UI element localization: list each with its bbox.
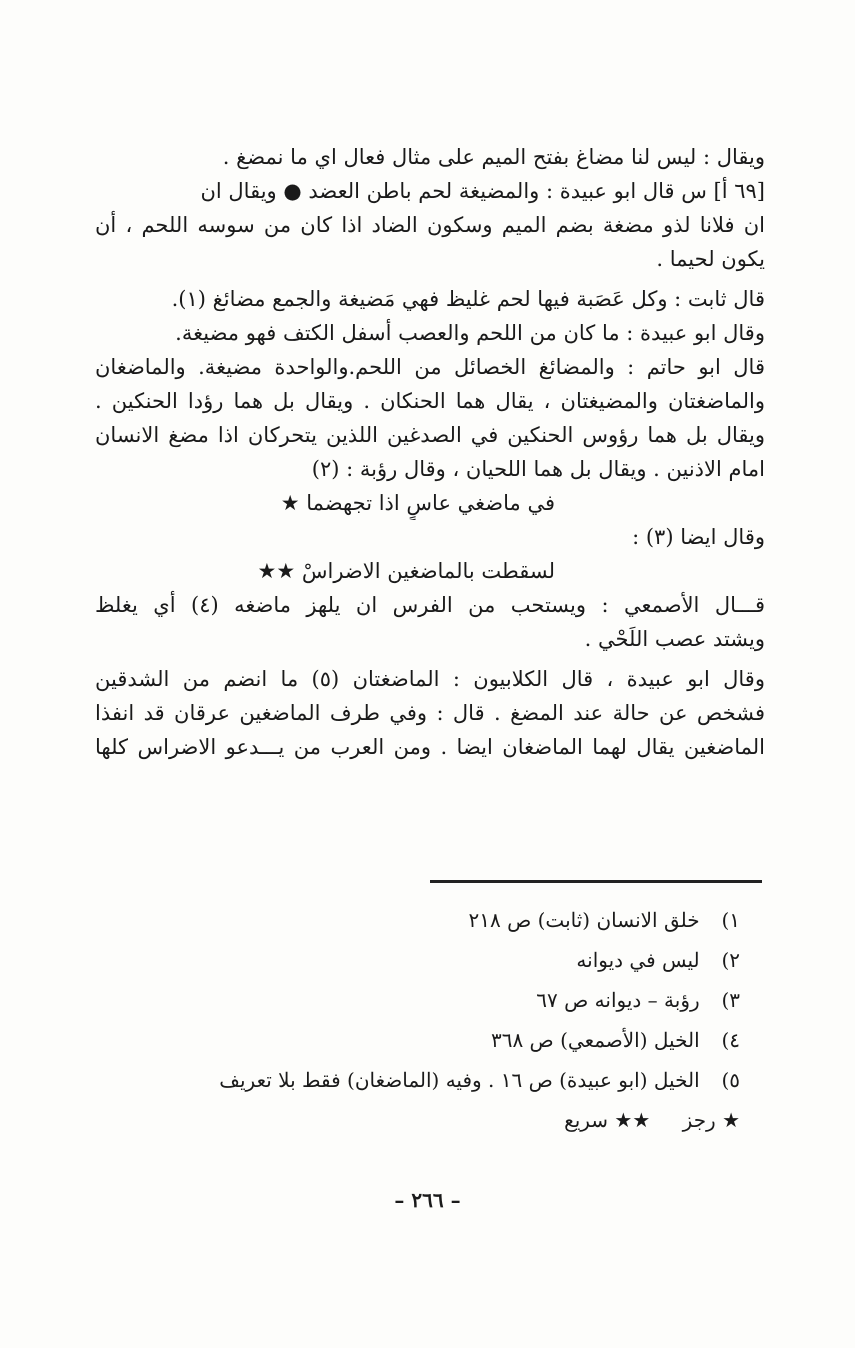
page-number: – ٢٦٦ –: [394, 1188, 461, 1212]
text-line: ويقال بل هما رؤوس الحنكين في الصدغين اللذين يتحركان اذا مضغ الانسان: [95, 423, 765, 447]
text-line: فشخص عن حالة عند المضغ . قال : وفي طرف الماضغين عرقان قد انفذا: [95, 701, 765, 725]
footnote-number: ٥): [721, 1068, 740, 1092]
footnote-text: خلق الانسان (ثابت) ص ٢١٨: [468, 908, 700, 932]
text-line: قال ثابت : وكل عَصَبة فيها لحم غليظ فهي مَضيغة والجمع مضائغ (١).: [171, 287, 765, 311]
footnote: [100, 1060, 740, 1100]
text-line: وقال ابو عبيدة : ما كان من اللحم والعصب أسفل الكتف فهو مضيغة.: [175, 321, 765, 345]
footnote-text: رؤبة – ديوانه ص ٦٧: [536, 988, 700, 1012]
meter-legend: [100, 1100, 740, 1140]
verse-line: لسقطت بالماضغين الاضراسْ ★★: [257, 559, 555, 583]
text-line: قـــال الأصمعي : ويستحب من الفرس ان يلهز ماضغه (٤) أي يغلظ: [95, 593, 765, 617]
legend-sari: ★★ سريع: [564, 1108, 651, 1132]
footnote-text: الخيل (الأصمعي) ص ٣٦٨: [490, 1028, 700, 1052]
footnote-divider: [430, 880, 762, 883]
text-line: الماضغين يقال لهما الماضغان ايضا . ومن العرب من يـــدعو الاضراس كلها: [95, 735, 765, 759]
text-line: ويشتد عصب اللَحْي .: [584, 627, 765, 651]
text-line: [٦٩ أ] س قال ابو عبيدة : والمضيغة لحم باطن العضد ● ويقال ان: [200, 179, 765, 203]
text-line: ان فلانا لذو مضغة بضم الميم وسكون الضاد اذا كان من سوسه اللحم ، أن: [95, 213, 765, 237]
footnote-number: ٢): [721, 948, 740, 972]
verse-line: في ماضغي عاسٍ اذا تجهضما ★: [280, 491, 555, 515]
text-line: وقال ابو عبيدة ، قال الكلابيون : الماضغتان (٥) ما انضم من الشدقين: [95, 667, 765, 691]
footnote-text: الخيل (ابو عبيدة) ص ١٦ . وفيه (الماضغان) فقط بلا تعريف: [219, 1068, 700, 1092]
text-line: امام الاذنين . ويقال بل هما اللحيان ، وقال رؤبة : (٢): [311, 457, 765, 481]
footnote: [100, 900, 740, 940]
main-text: [95, 140, 765, 764]
text-line: يكون لحيما .: [656, 247, 765, 271]
footnote-number: ٤): [721, 1028, 740, 1052]
footnotes: [100, 900, 740, 1140]
text-line: قال ابو حاتم : والمضائغ الخصائل من اللحم.والواحدة مضيغة. والماضغان: [95, 355, 765, 379]
text-line: وقال ايضا (٣) :: [632, 525, 765, 549]
text-line: ويقال : ليس لنا مضاغ بفتح الميم على مثال فعال اي ما نمضغ .: [222, 145, 765, 169]
footnote: [100, 980, 740, 1020]
footnote: [100, 940, 740, 980]
text-line: والماضغتان والمضيغتان ، يقال هما الحنكان . ويقال بل هما رؤدا الحنكين .: [95, 389, 765, 413]
legend-rajaz: ★ رجز: [682, 1108, 740, 1132]
footnote-text: ليس في ديوانه: [576, 948, 700, 972]
footnote: [100, 1020, 740, 1060]
footnote-number: ٣): [721, 988, 740, 1012]
footnote-number: ١): [721, 908, 740, 932]
